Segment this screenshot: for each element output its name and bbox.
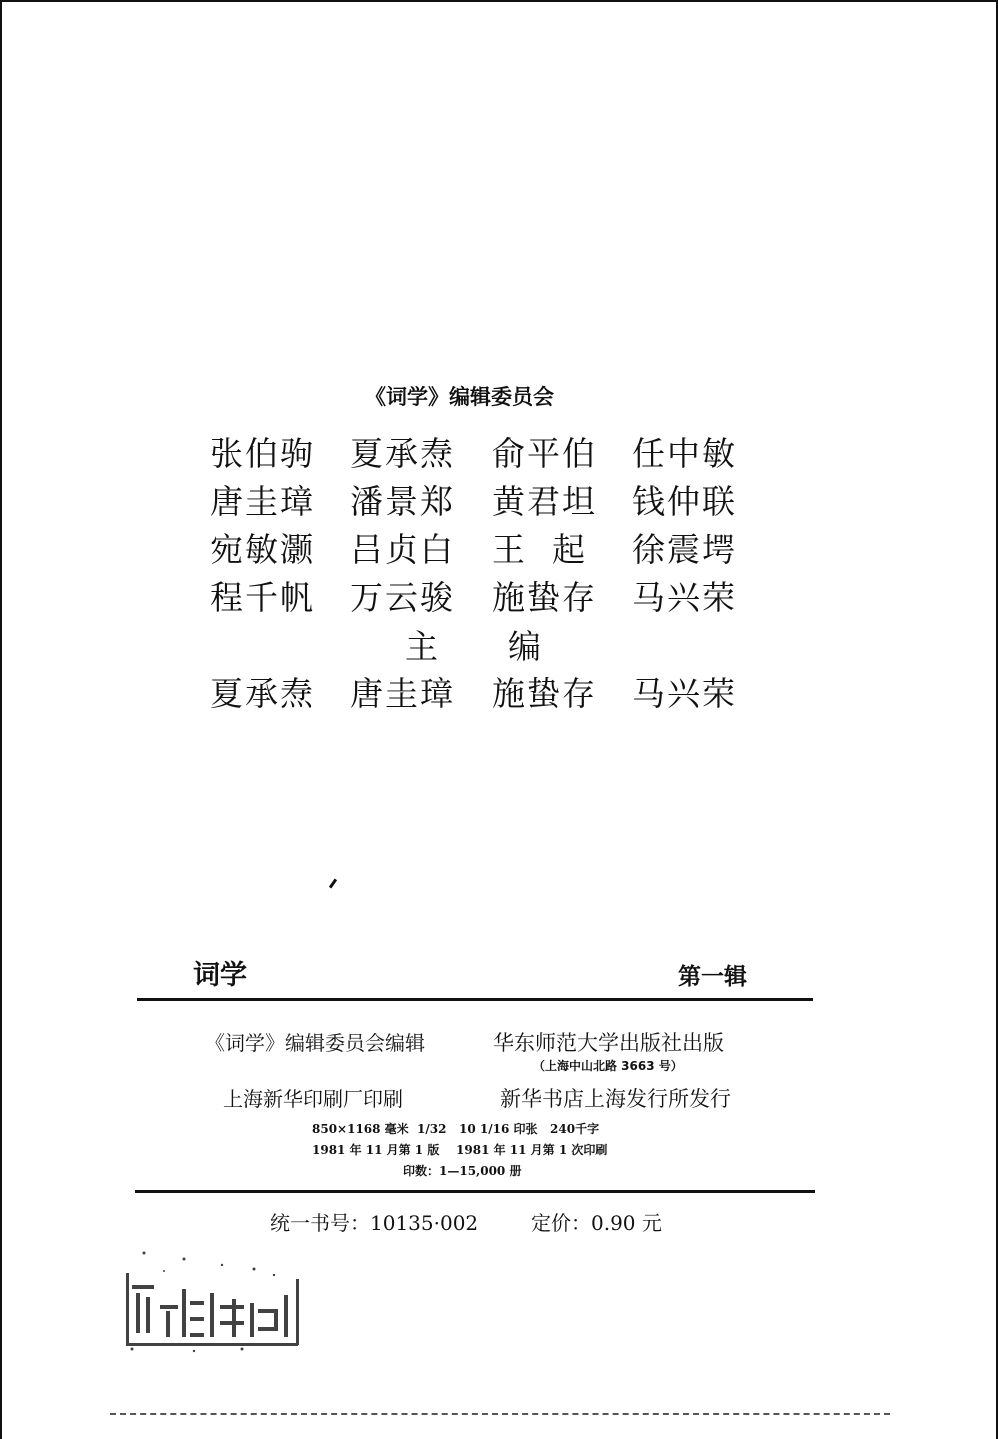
committee-row xyxy=(210,576,770,624)
colophon-editor: 《词学》编辑委员会编辑 xyxy=(205,1031,425,1055)
colophon-distributor: 新华书店上海发行所发行 xyxy=(500,1087,731,1111)
colophon-price: 定价：0.90 元 xyxy=(531,1211,662,1235)
committee-members-grid xyxy=(210,432,770,624)
committee-member: 程千帆 xyxy=(210,578,315,617)
chief-editor: 施蛰存 xyxy=(492,674,597,713)
stray-ink-mark xyxy=(329,879,337,889)
page-border-top xyxy=(0,0,998,2)
bottom-scan-edge xyxy=(110,1413,890,1415)
committee-member: 马兴荣 xyxy=(632,578,737,617)
committee-member: 徐震堮 xyxy=(632,530,737,569)
committee-member: 俞平伯 xyxy=(492,434,597,473)
chief-heading-right: 编 xyxy=(508,627,541,666)
chief-editor: 马兴荣 xyxy=(632,674,737,713)
colophon-unified-book-number: 统一书号：10135·002 xyxy=(270,1211,479,1235)
chief-editors-row xyxy=(210,672,770,720)
committee-member: 钱仲联 xyxy=(632,482,737,521)
colophon-edition: 1981 年 11 月第 1 版 1981 年 11 月第 1 次印刷 xyxy=(312,1143,608,1157)
chief-heading-left: 主 xyxy=(405,627,438,666)
chief-editor: 唐圭璋 xyxy=(350,674,455,713)
committee-member: 万云骏 xyxy=(350,578,455,617)
colophon-print-run: 印数：1—15,000 册 xyxy=(403,1164,522,1178)
committee-row xyxy=(210,480,770,528)
colophon-printer: 上海新华印刷厂印刷 xyxy=(223,1087,403,1111)
colophon-publisher: 华东师范大学出版社出版 xyxy=(493,1031,724,1055)
colophon-publisher-address: （上海中山北路 3663 号） xyxy=(533,1059,683,1073)
colophon-book-title: 词学 xyxy=(193,960,247,991)
committee-member: 施蛰存 xyxy=(492,578,597,617)
colophon-rule-bottom xyxy=(135,1190,815,1193)
committee-member: 任中敏 xyxy=(632,434,737,473)
committee-member: 潘景郑 xyxy=(350,482,455,521)
library-stamp-icon xyxy=(124,1245,302,1355)
committee-member: 唐圭璋 xyxy=(210,482,315,521)
colophon-rule-top xyxy=(137,998,813,1001)
committee-member: 宛敏灏 xyxy=(210,530,315,569)
colophon-volume: 第一辑 xyxy=(678,964,747,990)
committee-member: 王 起 xyxy=(492,530,587,569)
committee-member: 黄君坦 xyxy=(492,482,597,521)
committee-member: 夏承焘 xyxy=(350,434,455,473)
committee-member: 张伯驹 xyxy=(210,434,315,473)
committee-member: 吕贞白 xyxy=(350,530,455,569)
committee-row xyxy=(210,432,770,480)
page-border-left xyxy=(0,0,2,1439)
chief-editors-heading xyxy=(405,625,541,669)
chief-editor: 夏承焘 xyxy=(210,674,315,713)
committee-title: 《词学》编辑委员会 xyxy=(365,385,554,409)
colophon-specs: 850×1168 毫米 1/32 10 1/16 印张 240千字 xyxy=(312,1122,600,1136)
committee-row xyxy=(210,528,770,576)
